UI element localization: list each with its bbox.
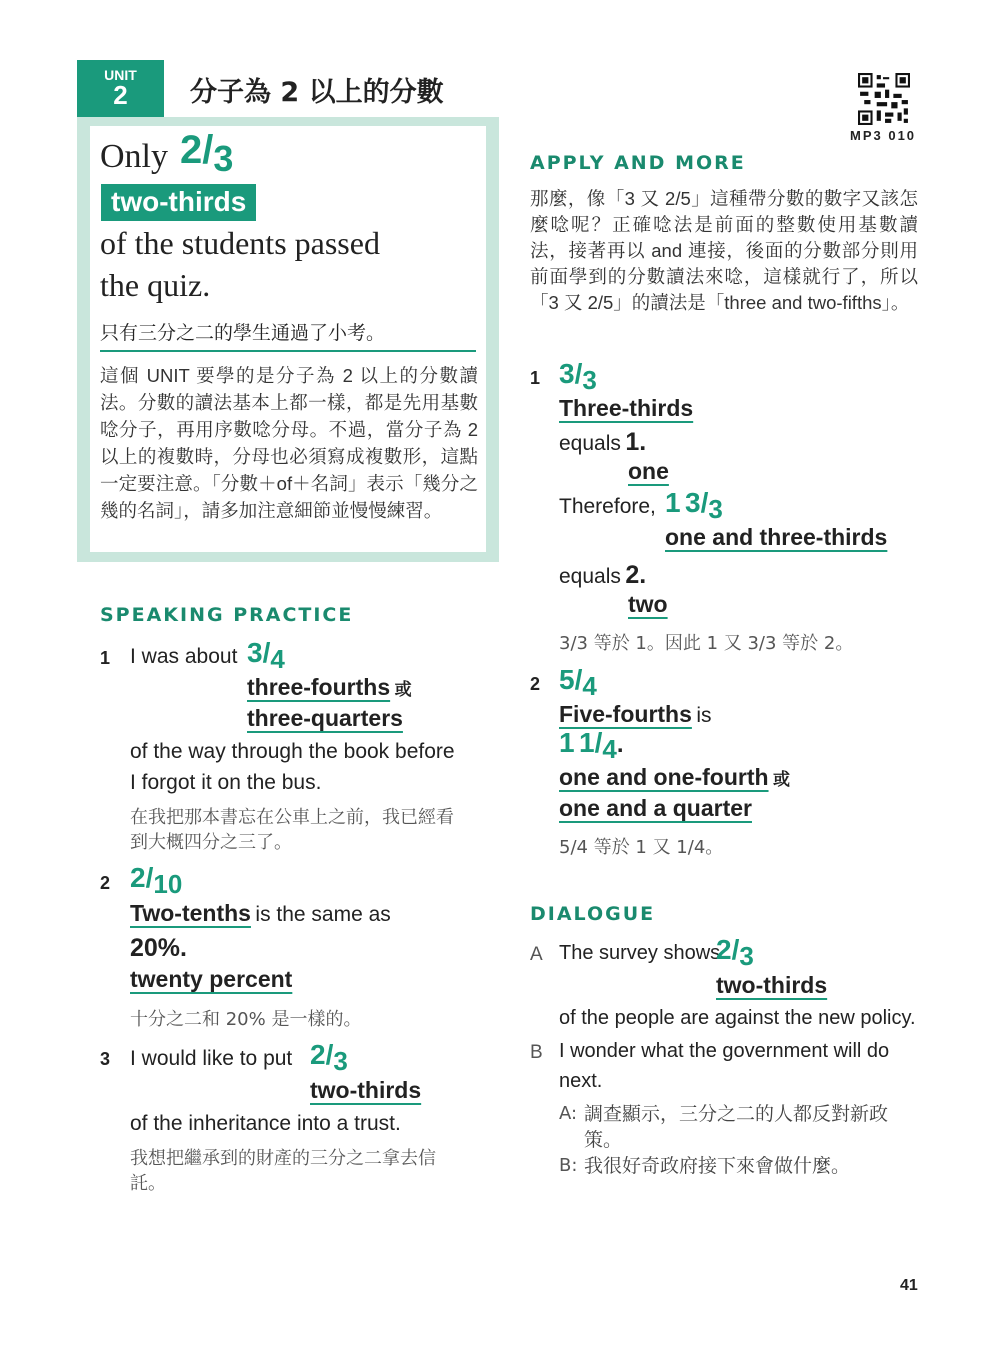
sentence-text: of the way through the book before bbox=[130, 740, 455, 763]
item-number: 1 bbox=[530, 368, 541, 388]
translation-label: B: bbox=[559, 1155, 578, 1176]
value-text: 2. bbox=[625, 561, 647, 589]
sentence-line bbox=[130, 900, 391, 927]
dialogue-text: next. bbox=[559, 1070, 603, 1092]
apply-and-more-heading: APPLY AND MORE bbox=[530, 152, 746, 174]
translation: 託。 bbox=[130, 1173, 166, 1194]
translation: 3/3 等於 1。因此 1 又 3/3 等於 2。 bbox=[559, 633, 854, 654]
fraction-numerator: 5 bbox=[559, 664, 575, 695]
sentence-text: equals bbox=[559, 432, 621, 455]
sentence-line bbox=[559, 428, 646, 457]
fraction bbox=[559, 358, 597, 395]
value-text: 20%. bbox=[130, 934, 187, 962]
sentence-text: I forgot it on the bus. bbox=[130, 771, 322, 794]
fraction-slash: / bbox=[202, 128, 214, 172]
fraction-denominator: 4 bbox=[582, 671, 597, 701]
translation: 在我把那本書忘在公車上之前，我已經看 bbox=[130, 807, 454, 828]
reading-text: Two-tenths bbox=[130, 900, 251, 926]
reading-text: one bbox=[628, 458, 669, 484]
fraction-slash: / bbox=[262, 637, 271, 668]
sentence-line bbox=[559, 701, 712, 728]
fraction-slash: / bbox=[145, 862, 154, 893]
dialogue-text: The survey shows bbox=[559, 942, 721, 964]
fraction-numerator: 3 bbox=[559, 358, 575, 389]
key-sentence-prefix: Only bbox=[100, 138, 168, 175]
translation: 策。 bbox=[584, 1129, 623, 1151]
fraction-numerator: 2 bbox=[716, 934, 732, 965]
or-label: 或 bbox=[772, 770, 790, 789]
translation: 我很好奇政府接下來會做什麼。 bbox=[584, 1155, 851, 1177]
translation-label: A: bbox=[559, 1103, 578, 1124]
dialogue-heading: DIALOGUE bbox=[530, 903, 656, 925]
fraction bbox=[716, 934, 754, 971]
mixed-reading bbox=[559, 795, 752, 822]
reading-text: Five-fourths bbox=[559, 701, 692, 727]
fraction-numerator: 1 bbox=[579, 727, 595, 758]
translation: 十分之二和 20% 是一樣的。 bbox=[130, 1009, 362, 1030]
fraction-numerator: 2 bbox=[310, 1039, 326, 1070]
or-label: 或 bbox=[394, 680, 412, 699]
fraction bbox=[310, 1039, 348, 1076]
mixed-reading bbox=[665, 524, 887, 551]
divider bbox=[100, 350, 476, 352]
value-reading bbox=[628, 458, 669, 485]
fraction-denominator: 3 bbox=[739, 941, 754, 971]
mixed-reading bbox=[559, 764, 790, 791]
sentence-text: equals bbox=[559, 565, 621, 588]
fraction-reading bbox=[716, 972, 827, 999]
mixed-fraction bbox=[665, 487, 723, 524]
reading-text: three-fourths bbox=[247, 674, 391, 700]
fraction-numerator: 2 bbox=[180, 128, 203, 172]
reading-text: one and one-fourth bbox=[559, 764, 769, 790]
item-number: 3 bbox=[100, 1049, 111, 1069]
unit-number: 2 bbox=[113, 80, 128, 110]
key-sentence-line: the quiz. bbox=[100, 267, 211, 303]
key-reading-tag: two-thirds bbox=[101, 184, 256, 221]
fraction-numerator: 3 bbox=[247, 637, 263, 668]
fraction-denominator: 3 bbox=[213, 138, 234, 179]
fraction-slash: / bbox=[574, 664, 583, 695]
fraction-reading bbox=[310, 1077, 421, 1104]
sentence-text: I would like to put bbox=[130, 1047, 293, 1070]
reading-text: three-quarters bbox=[247, 705, 403, 731]
reading-text: two-thirds bbox=[716, 972, 828, 998]
apply-description: 那麼，像「3 又 2/5」這種帶分數的數字又該怎麼唸呢？正確唸法是前面的整數使用基數讀法，接著再以 and 連接，後面的分數部分則用前面學到的分數讀法來唸，這樣就行了，所以「3 又 2/5」的讀法是「three and two-fifths」。 bbox=[530, 188, 918, 313]
period: . bbox=[616, 731, 624, 758]
sentence-text: I was about bbox=[130, 645, 238, 668]
fraction-denominator: 3 bbox=[708, 494, 723, 524]
sentence-line bbox=[559, 561, 646, 590]
fraction-slash: / bbox=[594, 727, 603, 758]
fraction bbox=[130, 862, 183, 899]
fraction-slash: / bbox=[731, 934, 740, 965]
key-fraction bbox=[180, 128, 234, 179]
fraction-slash: / bbox=[325, 1039, 334, 1070]
value-reading bbox=[130, 966, 292, 993]
fraction bbox=[247, 637, 285, 674]
reading-text: two-thirds bbox=[310, 1077, 422, 1103]
speaker-a-label: A bbox=[530, 944, 543, 965]
fraction-denominator: 3 bbox=[582, 365, 597, 395]
mixed-fraction bbox=[559, 727, 624, 764]
dialogue-text: of the people are against the new policy. bbox=[559, 1007, 916, 1029]
sentence-text: is the same as bbox=[255, 903, 391, 926]
speaking-practice-heading: SPEAKING PRACTICE bbox=[100, 604, 354, 626]
item-number: 2 bbox=[530, 674, 541, 694]
reading-text: one and a quarter bbox=[559, 795, 752, 821]
reading-text: Three-thirds bbox=[559, 395, 694, 421]
fraction-slash: / bbox=[574, 358, 583, 389]
fraction-denominator: 4 bbox=[602, 734, 617, 764]
translation: 調查顯示，三分之二的人都反對新政 bbox=[584, 1103, 889, 1125]
unit-badge bbox=[77, 60, 164, 117]
mixed-whole: 1 bbox=[559, 727, 575, 758]
translation: 5/4 等於 1 又 1/4。 bbox=[559, 837, 724, 858]
value-reading bbox=[628, 591, 668, 618]
key-explanation: 這個 UNIT 要學的是分子為 2 以上的分數讀法。分數的讀法基本上都一樣，都是先用基數唸分子，再用序數唸分母。不過，當分子為 2 以上的複數時，分母也必須寫成複數形，這點一定要注意。「分數＋of＋名詞」表示「幾分之幾的名詞」，請多加注意細節並慢慢練習。 bbox=[100, 365, 478, 521]
translation: 到大概四分之三了。 bbox=[130, 832, 292, 853]
fraction-reading bbox=[247, 705, 403, 732]
reading-text: twenty percent bbox=[130, 966, 293, 992]
dialogue-text: I wonder what the government will do bbox=[559, 1040, 890, 1062]
sentence-text: Therefore, bbox=[559, 495, 656, 518]
reading-text: two bbox=[628, 591, 668, 617]
sentence-text: of the inheritance into a trust. bbox=[130, 1112, 401, 1135]
fraction bbox=[559, 664, 597, 701]
reading-text: one and three-thirds bbox=[665, 524, 888, 550]
fraction-numerator: 3 bbox=[685, 487, 701, 518]
audio-code: MP3 010 bbox=[850, 128, 917, 143]
fraction-slash: / bbox=[700, 487, 709, 518]
value-text: 1. bbox=[625, 428, 647, 456]
fraction-reading bbox=[559, 395, 693, 422]
item-number: 1 bbox=[100, 648, 111, 668]
item-number: 2 bbox=[100, 873, 111, 893]
translation: 我想把繼承到的財產的三分之二拿去信 bbox=[130, 1148, 436, 1169]
key-translation: 只有三分之二的學生通過了小考。 bbox=[100, 322, 386, 344]
page-title: 分子為 2 以上的分數 bbox=[190, 77, 444, 108]
mixed-whole: 1 bbox=[665, 487, 681, 518]
qr-code-icon[interactable] bbox=[858, 73, 910, 125]
fraction-numerator: 2 bbox=[130, 862, 146, 893]
sentence-text: is bbox=[696, 704, 712, 727]
fraction-denominator: 10 bbox=[153, 869, 183, 899]
key-sentence-line: of the students passed bbox=[100, 225, 380, 261]
unit-label: UNIT bbox=[104, 67, 137, 83]
speaker-b-label: B bbox=[530, 1042, 543, 1063]
page-number: 41 bbox=[900, 1277, 918, 1294]
fraction-denominator: 3 bbox=[333, 1046, 348, 1076]
fraction-denominator: 4 bbox=[270, 644, 285, 674]
fraction-reading bbox=[247, 674, 412, 701]
